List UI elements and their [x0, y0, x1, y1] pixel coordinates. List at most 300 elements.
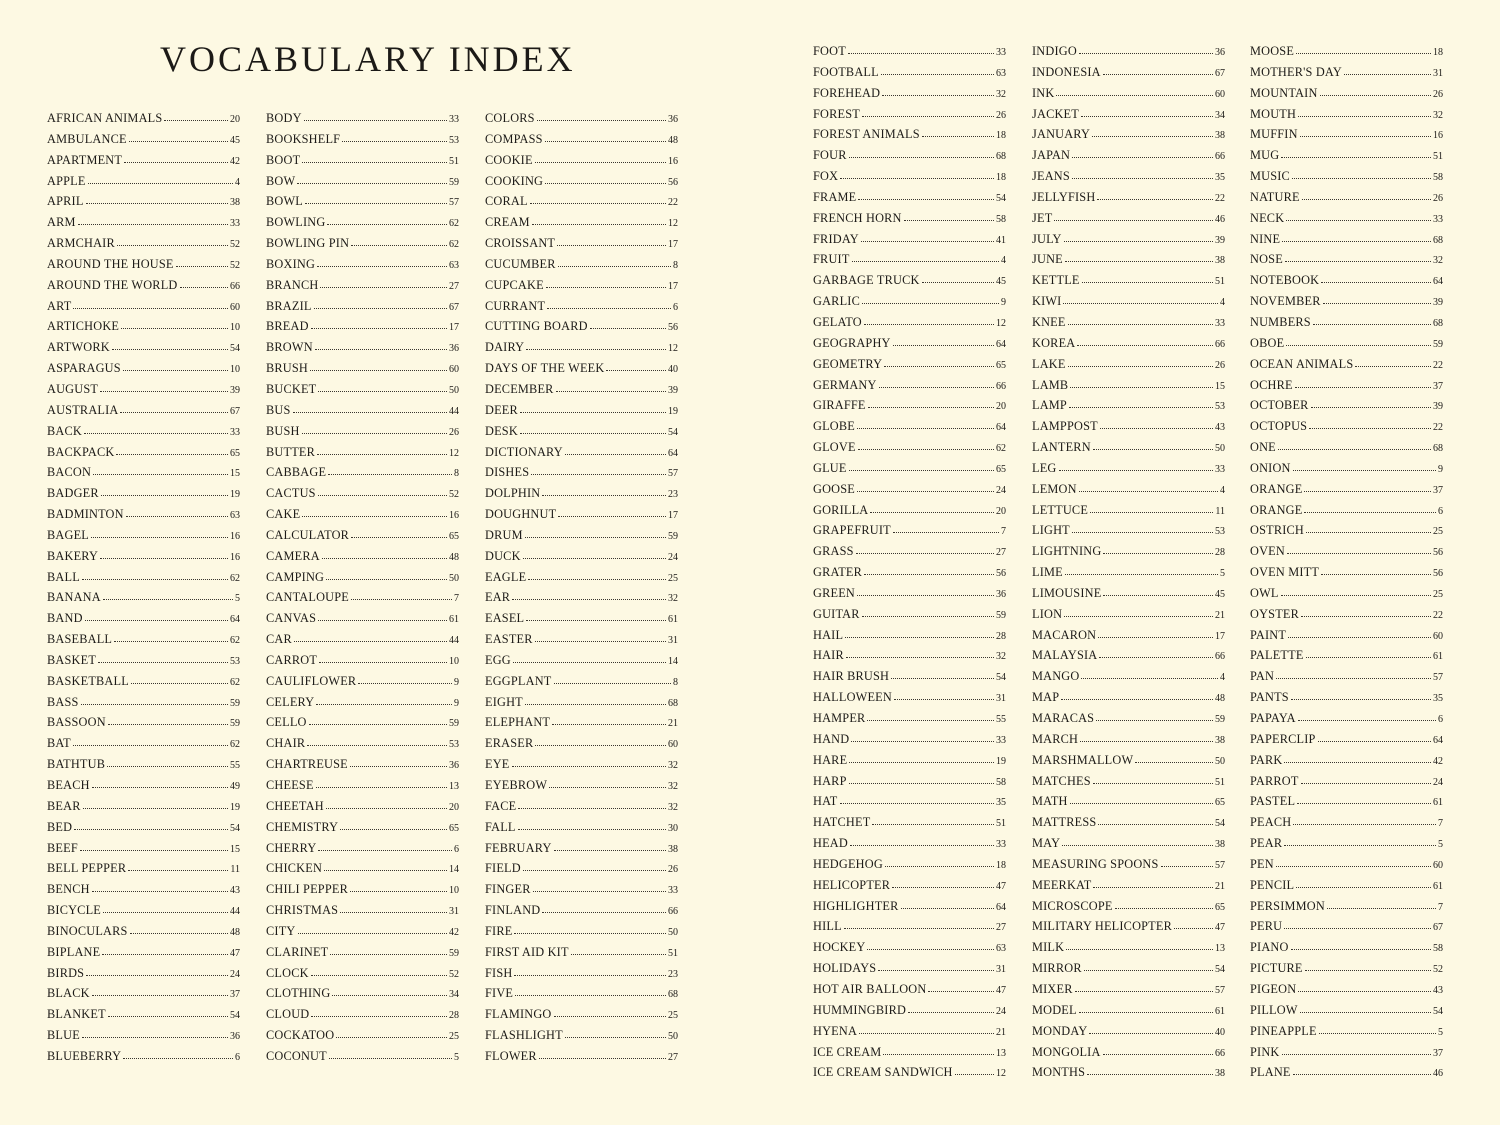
- index-page-number: 8: [673, 676, 678, 688]
- dot-leader: [558, 266, 671, 267]
- index-entry: [813, 812, 1006, 833]
- index-term: COMPASS: [485, 131, 543, 146]
- index-term: HALLOWEEN: [813, 690, 892, 705]
- index-term: HEDGEHOG: [813, 856, 883, 871]
- dot-leader: [1284, 928, 1431, 929]
- dot-leader: [1080, 741, 1213, 742]
- index-term: BUS: [266, 402, 291, 417]
- index-page-number: 67: [1215, 67, 1225, 79]
- index-entry: [1032, 771, 1225, 792]
- dot-leader: [1069, 407, 1213, 408]
- index-entry: [1250, 958, 1443, 979]
- index-entry: [813, 520, 1006, 541]
- index-term: OSTRICH: [1250, 523, 1305, 538]
- index-page-number: 7: [454, 593, 459, 605]
- index-entry: [1032, 1062, 1225, 1083]
- dot-leader: [1301, 616, 1431, 617]
- index-term: FINLAND: [485, 903, 541, 918]
- dot-leader: [1072, 532, 1213, 533]
- dot-leader: [518, 808, 666, 809]
- dot-leader: [514, 975, 666, 976]
- index-entry: [47, 817, 240, 838]
- index-page-number: 31: [1433, 67, 1443, 79]
- index-page-number: 10: [230, 364, 240, 376]
- index-term: CHICKEN: [266, 861, 323, 876]
- dot-leader: [1306, 657, 1431, 658]
- index-term: NINE: [1250, 231, 1281, 246]
- dot-leader: [1282, 241, 1431, 242]
- index-entry: [1032, 833, 1225, 854]
- index-page-number: 58: [996, 213, 1006, 225]
- index-page-number: 38: [1215, 1068, 1225, 1080]
- dot-leader: [304, 120, 447, 121]
- index-page-number: 19: [230, 801, 240, 813]
- index-page-number: 21: [1215, 880, 1225, 892]
- index-page-number: 37: [1433, 1047, 1443, 1059]
- dot-leader: [1082, 282, 1213, 283]
- dot-leader: [857, 491, 994, 492]
- index-entry: [47, 775, 240, 796]
- dot-leader: [117, 245, 228, 246]
- index-page-number: 25: [449, 1031, 459, 1043]
- index-page-number: 13: [449, 781, 459, 792]
- dot-leader: [872, 824, 994, 825]
- dot-leader: [91, 537, 228, 538]
- index-term: MONTHS: [1032, 1065, 1086, 1080]
- index-page-number: 51: [1433, 151, 1443, 163]
- index-term: PEAR: [1250, 836, 1283, 851]
- index-term: LANTERN: [1032, 440, 1091, 455]
- dot-leader: [1072, 157, 1213, 158]
- index-entry: [485, 921, 678, 942]
- index-entry: [1032, 104, 1225, 125]
- dot-leader: [103, 599, 233, 600]
- index-entry: [813, 937, 1006, 958]
- index-page-number: 44: [230, 906, 240, 918]
- index-term: BASSOON: [47, 715, 106, 730]
- index-page-number: 62: [230, 635, 240, 647]
- dot-leader: [840, 803, 994, 804]
- index-entry: [813, 958, 1006, 979]
- index-term: EGGPLANT: [485, 673, 552, 688]
- index-page-number: 59: [996, 609, 1006, 621]
- index-term: BIRDS: [47, 965, 85, 980]
- index-page-number: 50: [668, 1031, 678, 1043]
- index-entry: [47, 129, 240, 150]
- index-term: FOOTBALL: [813, 64, 879, 79]
- index-term: ICE CREAM SANDWICH: [813, 1065, 953, 1080]
- dot-leader: [542, 912, 666, 913]
- index-term: BEAR: [47, 798, 81, 813]
- dot-leader: [606, 370, 666, 371]
- index-term: BASKETBALL: [47, 673, 129, 688]
- index-page-number: 18: [1433, 47, 1443, 58]
- index-page-number: 33: [668, 885, 678, 897]
- index-entry: [1250, 104, 1443, 125]
- index-entry: [1032, 83, 1225, 104]
- index-term: GLOVE: [813, 440, 856, 455]
- dot-leader: [164, 120, 228, 121]
- index-term: FOREHEAD: [813, 85, 881, 100]
- index-entry: [485, 608, 678, 629]
- index-term: GRASS: [813, 544, 854, 559]
- index-term: BACK: [47, 423, 82, 438]
- index-entry: [1250, 458, 1443, 479]
- dot-leader: [525, 537, 666, 538]
- index-page-number: 59: [449, 718, 459, 730]
- dot-leader: [526, 349, 666, 350]
- index-entry: [1250, 937, 1443, 958]
- index-page-number: 64: [668, 447, 678, 459]
- index-page-number: 62: [449, 218, 459, 230]
- dot-leader: [849, 157, 994, 158]
- index-entry: [266, 963, 459, 984]
- index-entry: [47, 108, 240, 129]
- dot-leader: [82, 579, 228, 580]
- index-term: FRUIT: [813, 252, 850, 267]
- index-page-number: 21: [668, 718, 678, 730]
- index-page-number: 16: [230, 551, 240, 563]
- index-page-number: 36: [668, 114, 678, 125]
- index-term: OCEAN ANIMALS: [1250, 356, 1354, 371]
- index-page-number: 62: [230, 739, 240, 751]
- index-entry: [485, 754, 678, 775]
- index-page-number: 10: [449, 885, 459, 897]
- dot-leader: [342, 141, 447, 142]
- index-term: COCONUT: [266, 1048, 327, 1063]
- index-term: LAKE: [1032, 356, 1066, 371]
- dot-leader: [1281, 157, 1431, 158]
- index-page-number: 53: [230, 655, 240, 667]
- dot-leader: [1298, 991, 1431, 992]
- index-entry: [47, 400, 240, 421]
- index-page-number: 9: [1438, 463, 1443, 475]
- index-term: HAIR BRUSH: [813, 669, 890, 684]
- index-entry: [1250, 729, 1443, 750]
- dot-leader: [351, 245, 447, 246]
- index-term: MONDAY: [1032, 1023, 1088, 1038]
- index-entry: [813, 187, 1006, 208]
- index-entry: [1032, 854, 1225, 875]
- index-term: MAP: [1032, 690, 1060, 705]
- index-entry: [266, 650, 459, 671]
- dot-leader: [1093, 783, 1213, 784]
- index-page-number: 25: [668, 572, 678, 584]
- dot-leader: [336, 1037, 447, 1038]
- index-term: BADMINTON: [47, 507, 124, 522]
- dot-leader: [123, 1058, 233, 1059]
- index-entry: [485, 316, 678, 337]
- dot-leader: [74, 829, 228, 830]
- index-term: MOUNTAIN: [1250, 85, 1318, 100]
- dot-leader: [1065, 574, 1218, 575]
- dot-leader: [116, 454, 228, 455]
- index-term: FOREST: [813, 106, 860, 121]
- index-entry: [1250, 1021, 1443, 1042]
- dot-leader: [552, 724, 666, 725]
- index-entry: [1032, 812, 1225, 833]
- dot-leader: [108, 1016, 228, 1017]
- index-page-number: 25: [668, 1010, 678, 1022]
- dot-leader: [1065, 261, 1213, 262]
- index-term: FOOT: [813, 44, 846, 58]
- index-entry: [1250, 375, 1443, 396]
- index-page-number: 47: [996, 984, 1006, 996]
- index-page-number: 4: [1220, 297, 1225, 309]
- index-entry: [266, 608, 459, 629]
- index-entry: [1032, 979, 1225, 1000]
- dot-leader: [1081, 116, 1213, 117]
- dot-leader: [351, 599, 452, 600]
- index-entry: [266, 191, 459, 212]
- index-entry: [47, 316, 240, 337]
- dot-leader: [1285, 261, 1431, 262]
- dot-leader: [318, 495, 447, 496]
- dot-leader: [73, 745, 228, 746]
- index-page-number: 33: [1433, 213, 1443, 225]
- index-page-number: 33: [230, 426, 240, 438]
- index-entry: [47, 983, 240, 1004]
- dot-leader: [319, 662, 447, 663]
- index-term: FIRST AID KIT: [485, 944, 569, 959]
- index-term: HAMPER: [813, 711, 866, 725]
- index-entry: [813, 270, 1006, 291]
- index-page-number: 22: [1215, 192, 1225, 204]
- index-term: BROWN: [266, 340, 313, 355]
- index-entry: [47, 442, 240, 463]
- dot-leader: [1079, 1012, 1213, 1013]
- dot-leader: [1097, 199, 1213, 200]
- dot-leader: [80, 850, 228, 851]
- index-page-number: 51: [668, 947, 678, 959]
- dot-leader: [520, 433, 666, 434]
- dot-leader: [83, 808, 228, 809]
- index-entry: [1250, 625, 1443, 646]
- dot-leader: [1084, 970, 1213, 971]
- index-term: AMBULANCE: [47, 131, 127, 146]
- index-entry: [1250, 1000, 1443, 1021]
- index-page-number: 61: [1215, 1005, 1225, 1017]
- index-term: CAR: [266, 632, 292, 647]
- index-entry: [1250, 583, 1443, 604]
- index-page-number: 65: [1215, 901, 1225, 913]
- index-entry: [813, 791, 1006, 812]
- index-page-number: 63: [230, 510, 240, 522]
- dot-leader: [1282, 1054, 1432, 1055]
- dot-leader: [330, 954, 447, 955]
- index-entry: [813, 437, 1006, 458]
- index-entry: [813, 458, 1006, 479]
- index-entry: [1032, 312, 1225, 333]
- index-entry: [813, 166, 1006, 187]
- index-page-number: 66: [1215, 651, 1225, 663]
- index-term: BLUE: [47, 1028, 80, 1043]
- dot-leader: [545, 141, 666, 142]
- dot-leader: [1098, 824, 1213, 825]
- dot-leader: [1062, 845, 1213, 846]
- dot-leader: [302, 162, 447, 163]
- index-page-number: 64: [996, 422, 1006, 434]
- index-entry: [813, 333, 1006, 354]
- index-entry: [1250, 896, 1443, 917]
- index-page-number: 33: [230, 218, 240, 230]
- index-term: PAPERCLIP: [1250, 731, 1316, 746]
- dot-leader: [1287, 553, 1431, 554]
- index-term: BEACH: [47, 778, 90, 792]
- index-term: BATHTUB: [47, 757, 106, 772]
- index-term: ORANGE: [1250, 481, 1303, 496]
- index-entry: [266, 629, 459, 650]
- index-term: FINGER: [485, 882, 531, 897]
- index-page-number: 56: [668, 322, 678, 334]
- index-entry: [1250, 562, 1443, 583]
- index-term: PINK: [1250, 1044, 1280, 1059]
- index-page-number: 28: [996, 630, 1006, 642]
- index-entry: [1032, 625, 1225, 646]
- index-page-number: 52: [1433, 964, 1443, 976]
- index-entry: [47, 692, 240, 713]
- index-entry: [485, 629, 678, 650]
- dot-leader: [864, 324, 994, 325]
- dot-leader: [78, 224, 228, 225]
- index-term: BRAZIL: [266, 298, 312, 313]
- index-entry: [485, 275, 678, 296]
- index-page-number: 16: [1433, 130, 1443, 142]
- dot-leader: [1100, 428, 1213, 429]
- index-entry: [266, 587, 459, 608]
- dot-leader: [530, 203, 666, 204]
- index-term: FIVE: [485, 986, 514, 1001]
- dot-leader: [512, 766, 666, 767]
- index-entry: [485, 546, 678, 567]
- index-term: COCKATOO: [266, 1028, 335, 1043]
- index-term: MOOSE: [1250, 44, 1295, 58]
- index-entry: [485, 462, 678, 483]
- index-term: BOOT: [266, 152, 301, 167]
- index-page-number: 48: [230, 926, 240, 938]
- index-entry: [47, 150, 240, 171]
- index-term: BOWLING: [266, 215, 326, 230]
- index-entry: [47, 212, 240, 233]
- index-page-number: 50: [1215, 443, 1225, 455]
- index-entry: [1032, 583, 1225, 604]
- index-page-number: 54: [1433, 1005, 1443, 1017]
- index-page-number: 45: [1215, 588, 1225, 600]
- index-term: ARTWORK: [47, 340, 110, 355]
- dot-leader: [867, 720, 994, 721]
- index-term: APRIL: [47, 194, 84, 209]
- dot-leader: [901, 908, 994, 909]
- index-entry: [1250, 291, 1443, 312]
- index-entry: [266, 942, 459, 963]
- index-page-number: 65: [449, 530, 459, 542]
- dot-leader: [322, 558, 447, 559]
- index-entry: [47, 754, 240, 775]
- index-entry: [485, 1025, 678, 1046]
- index-term: BOWLING PIN: [266, 236, 350, 251]
- index-entry: [1250, 833, 1443, 854]
- index-term: LAMP: [1032, 398, 1067, 413]
- index-term: BASEBALL: [47, 632, 113, 647]
- index-entry: [813, 229, 1006, 250]
- dot-leader: [1072, 178, 1213, 179]
- index-page-number: 52: [449, 968, 459, 980]
- dot-leader: [1302, 199, 1431, 200]
- index-entry: [813, 395, 1006, 416]
- index-term: GLOBE: [813, 419, 855, 434]
- index-page-number: 35: [996, 797, 1006, 809]
- index-term: MUSIC: [1250, 169, 1290, 184]
- index-term: MUG: [1250, 148, 1280, 163]
- dot-leader: [893, 345, 994, 346]
- index-page-number: 53: [1215, 401, 1225, 413]
- dot-leader: [1161, 866, 1213, 867]
- index-term: DEER: [485, 402, 518, 417]
- index-entry: [813, 583, 1006, 604]
- index-entry: [1032, 1021, 1225, 1042]
- index-entry: [47, 358, 240, 379]
- index-term: AUGUST: [47, 381, 99, 396]
- index-page-number: 24: [996, 1005, 1006, 1017]
- index-term: ELEPHANT: [485, 715, 551, 730]
- index-term: GREEN: [813, 585, 855, 600]
- index-page-number: 16: [449, 510, 459, 522]
- index-term: KNEE: [1032, 314, 1066, 329]
- dot-leader: [1318, 741, 1431, 742]
- dot-leader: [358, 683, 452, 684]
- dot-leader: [1297, 803, 1431, 804]
- index-page-number: 60: [230, 301, 240, 313]
- index-term: BANANA: [47, 590, 101, 605]
- index-entry: [47, 900, 240, 921]
- index-entry: [47, 191, 240, 212]
- index-entry: [485, 129, 678, 150]
- index-term: OVEN MITT: [1250, 565, 1320, 580]
- dot-leader: [908, 1012, 994, 1013]
- dot-leader: [1103, 1054, 1213, 1055]
- index-term: HEAD: [813, 836, 848, 851]
- dot-leader: [103, 912, 228, 913]
- index-term: BAT: [47, 736, 71, 751]
- index-term: OCHRE: [1250, 377, 1293, 392]
- dot-leader: [881, 74, 994, 75]
- index-page-number: 25: [1433, 526, 1443, 538]
- index-page-number: 37: [1433, 484, 1443, 496]
- index-page-number: 26: [1215, 359, 1225, 371]
- dot-leader: [571, 954, 666, 955]
- index-page-number: 67: [230, 405, 240, 417]
- index-entry: [266, 212, 459, 233]
- index-page-number: 22: [668, 197, 678, 209]
- dot-leader: [882, 95, 994, 96]
- index-term: CAULIFLOWER: [266, 673, 357, 688]
- index-entry: [485, 838, 678, 859]
- index-term: INK: [1032, 85, 1055, 100]
- index-page-number: 22: [1433, 422, 1443, 434]
- index-entry: [485, 775, 678, 796]
- index-term: CUPCAKE: [485, 277, 544, 292]
- index-entry: [1250, 208, 1443, 229]
- index-page-number: 6: [1438, 714, 1443, 725]
- index-entry: [1250, 145, 1443, 166]
- index-entry: [813, 41, 1006, 62]
- index-page-number: 28: [1215, 547, 1225, 559]
- dot-leader: [1298, 720, 1436, 721]
- index-entry: [1250, 124, 1443, 145]
- dot-leader: [320, 287, 447, 288]
- index-term: BACKPACK: [47, 444, 115, 459]
- index-page-number: 53: [449, 134, 459, 146]
